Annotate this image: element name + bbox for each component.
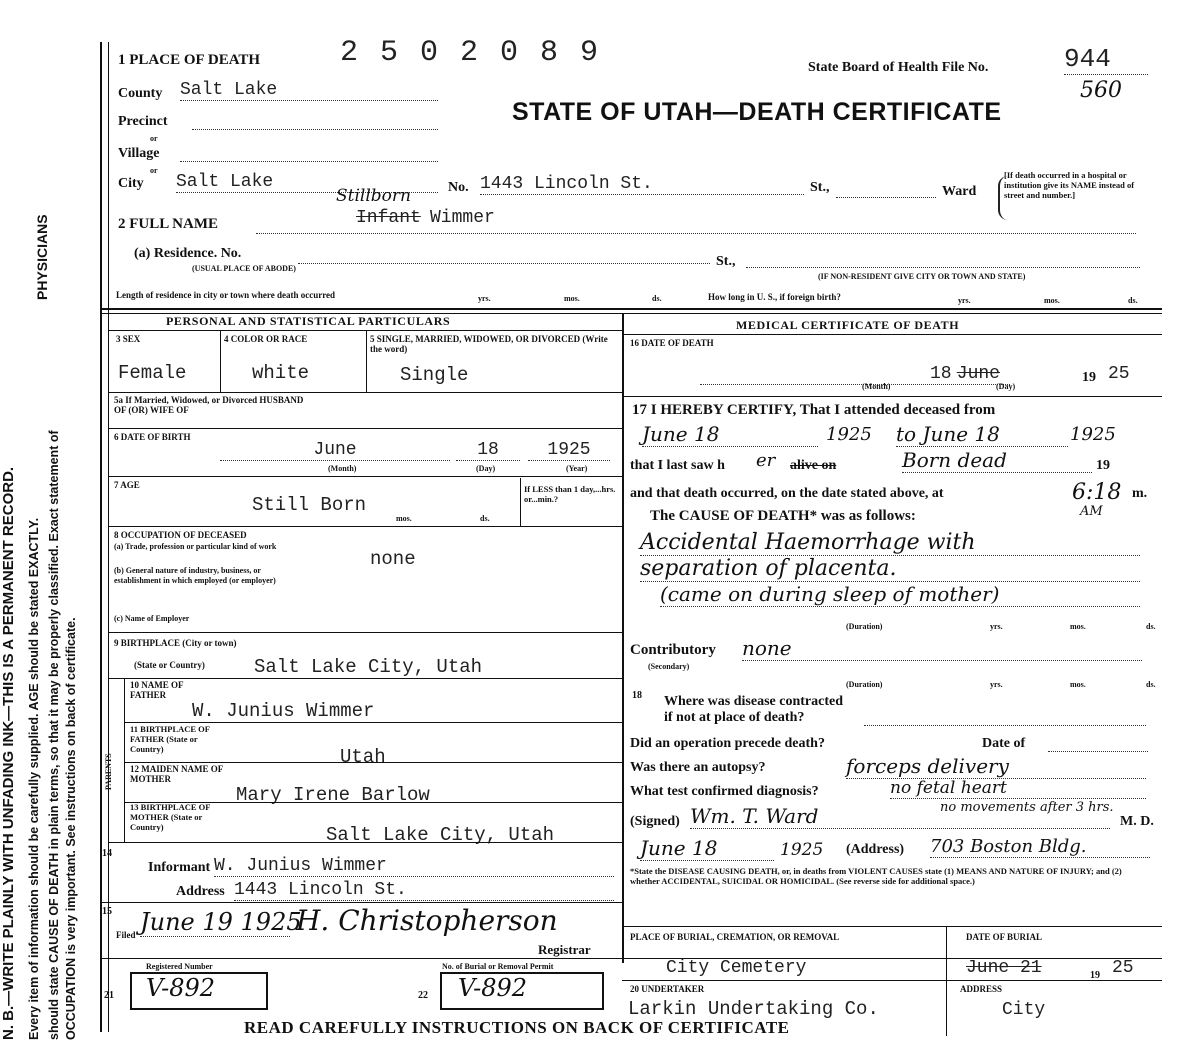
- age-value: Still Born: [252, 494, 367, 516]
- age-less-label: If LESS than 1 day,...hrs. or...min.?: [524, 484, 616, 504]
- marital-value: Single: [400, 364, 469, 386]
- personal-title-rule: [108, 330, 622, 331]
- cause-footnote: *State the DISEASE CAUSING DEATH, or, in deaths from VIOLENT CAUSES state (1) MEANS AND NATURE OF INJURY; and (2) whether ACCIDENTAL, SUICIDAL OR HOMICIDAL. (See reverse side for additional space.): [630, 866, 1122, 886]
- attend-to: to June 18: [896, 422, 1068, 447]
- ward-label: Ward: [942, 184, 977, 199]
- q18-line: [864, 724, 1146, 726]
- rule-after-dod: [622, 396, 1162, 397]
- side-text-line3: should state CAUSE OF DEATH in plain terms, so that it may be properly classified. Exact statement of: [47, 430, 61, 1040]
- cause-line-2: separation of placenta.: [640, 556, 1140, 582]
- foreign-label: How long in U. S., if foreign birth?: [708, 292, 841, 302]
- street-value: 1443 Lincoln St.: [480, 174, 804, 195]
- county-label: County: [118, 86, 163, 101]
- occupation-b: (b) General nature of industry, business, or establishment in which employed (or employer): [114, 566, 276, 585]
- date-burial-value: June 21: [966, 958, 1042, 978]
- undertaker-value: Larkin Undertaking Co.: [628, 998, 879, 1020]
- permit-prefix: 22: [418, 990, 428, 1001]
- contributory-yrs: yrs.: [990, 680, 1003, 689]
- sign-date: June 18: [640, 836, 774, 861]
- informant-value: W. Junius Wimmer: [214, 856, 614, 877]
- address-value: 703 Boston Bldg.: [930, 836, 1150, 858]
- dod-year-prefix: 19: [1082, 370, 1096, 385]
- death-time: 6:18: [1072, 480, 1122, 505]
- informant-num: 14: [102, 848, 112, 859]
- occupation-label: 8 OCCUPATION OF DECEASED: [114, 530, 247, 540]
- informant-address-label: Address: [176, 884, 225, 899]
- cause-duration: (Duration): [846, 622, 883, 631]
- last-saw-year: 19: [1096, 458, 1110, 473]
- registered-number: V-892: [146, 974, 216, 1002]
- autopsy-answer: forceps delivery: [846, 754, 1146, 779]
- contributory-secondary: (Secondary): [648, 662, 690, 671]
- operation-date-line: [1048, 750, 1148, 752]
- age-ds: ds.: [480, 514, 490, 523]
- certificate-title: STATE OF UTAH—DEATH CERTIFICATE: [512, 98, 1002, 126]
- file-no-label: State Board of Health File No.: [808, 60, 989, 75]
- place-burial-value: City Cemetery: [666, 958, 807, 978]
- rule-after-dob: [108, 476, 622, 477]
- parents-left-rule: [124, 678, 125, 842]
- residence-label: (a) Residence. No.: [134, 246, 242, 261]
- dod-month: June: [700, 364, 1010, 385]
- md-label: M. D.: [1120, 814, 1154, 829]
- contributory-mos: mos.: [1070, 680, 1086, 689]
- side-text-line4: OCCUPATION is very important. See instructions on back of certificate.: [64, 617, 78, 1040]
- occupation-c: (c) Name of Employer: [114, 614, 190, 623]
- side-text-main: N. B.—WRITE PLAINLY WITH UNFADING INK—THIS IS A PERMANENT RECORD.: [0, 466, 17, 1040]
- rule-after-father: [124, 722, 622, 723]
- mother-value: Mary Irene Barlow: [236, 784, 430, 806]
- burial-permit-number: V-892: [458, 974, 528, 1002]
- city-value: Salt Lake: [176, 172, 438, 193]
- sex-color-divider: [220, 330, 221, 392]
- cause-yrs: yrs.: [990, 622, 1003, 631]
- foreign-mos: mos.: [1044, 296, 1060, 305]
- medical-section-title: MEDICAL CERTIFICATE OF DEATH: [736, 318, 960, 332]
- rule-after-age: [108, 526, 622, 527]
- dob-year: 1925: [528, 440, 610, 461]
- occupation-a: (a) Trade, profession or particular kind of work: [114, 542, 277, 551]
- footer-instructions: READ CAREFULLY INSTRUCTIONS ON BACK OF CERTIFICATE: [244, 1018, 790, 1037]
- filed-num: 15: [102, 906, 112, 917]
- informant-label: Informant: [148, 860, 211, 875]
- q18-line-2: if not at place of death?: [664, 710, 805, 725]
- marital-label: 5 SINGLE, MARRIED, WIDOWED, OR DIVORCED (Write the word): [370, 334, 608, 354]
- signed-label: (Signed): [630, 814, 680, 829]
- rule-after-sex: [108, 392, 622, 393]
- undertaker-address-value: City: [1002, 1000, 1046, 1020]
- residence-sub: (USUAL PLACE OF ABODE): [192, 264, 296, 273]
- full-name-label: 2 FULL NAME: [118, 216, 219, 232]
- date-burial-19: 19: [1090, 970, 1100, 981]
- village-label: Village: [118, 146, 160, 161]
- side-text-physicians: PHYSICIANS: [34, 214, 50, 300]
- registrar-signature: H. Christopherson: [296, 904, 558, 937]
- precinct-line: [192, 128, 438, 130]
- full-name-struck: Infant: [356, 208, 421, 228]
- color-label: 4 COLOR OR RACE: [224, 334, 308, 344]
- q18-num: 18: [632, 690, 642, 701]
- personal-section-title: PERSONAL AND STATISTICAL PARTICULARS: [166, 314, 451, 328]
- father-bp-value: Utah: [340, 746, 386, 768]
- birthplace-value: Salt Lake City, Utah: [254, 656, 483, 678]
- dod-day: 18: [930, 364, 952, 384]
- attend-from-year: 1925: [826, 424, 872, 445]
- dod-day-caption: (Day): [996, 382, 1016, 391]
- precinct-label: Precinct: [118, 114, 168, 129]
- rule-after-father-bp: [124, 762, 622, 763]
- rule-after-birthplace: [108, 678, 622, 679]
- or-2: or: [150, 166, 158, 175]
- dob-day: 18: [456, 440, 520, 461]
- diagnosis-answer: no fetal heart: [890, 778, 1146, 799]
- dod-label: 16 DATE OF DEATH: [630, 338, 714, 348]
- dob-year-caption: (Year): [566, 464, 588, 473]
- burial-top-rule: [622, 926, 1162, 927]
- attend-from: June 18: [642, 422, 818, 447]
- rule-after-spouse: [108, 428, 622, 429]
- born-dead: Born dead: [902, 448, 1092, 473]
- mother-bp-label: 13 BIRTHPLACE OF MOTHER (State or Country): [130, 802, 211, 832]
- sex-label: 3 SEX: [116, 334, 141, 344]
- foreign-ds: ds.: [1128, 296, 1138, 305]
- operation-date-label: Date of: [982, 736, 1026, 751]
- father-bp-label: 11 BIRTHPLACE OF FATHER (State or Country): [130, 724, 210, 754]
- registered-prefix: 21: [104, 990, 114, 1001]
- date-burial-year: 25: [1112, 958, 1134, 978]
- residence-st-line: [746, 266, 1140, 268]
- certify-line: 17 I HEREBY CERTIFY, That I attended deceased from: [632, 402, 996, 418]
- left-border-inner: [108, 42, 109, 1032]
- burial-divider: [946, 926, 947, 1036]
- age-label: 7 AGE: [114, 480, 140, 490]
- divider-top: [100, 308, 1162, 310]
- foreign-yrs: yrs.: [958, 296, 971, 305]
- cause-line-3: (came on during sleep of mother): [660, 582, 1140, 607]
- parents-label: PARENTS: [104, 753, 113, 790]
- age-less-divider: [520, 478, 521, 526]
- hospital-note: [If death occurred in a hospital or institution give its NAME instead of street and number.]: [1004, 170, 1135, 200]
- center-divider: [622, 313, 624, 963]
- nonresident-note: (IF NON-RESIDENT GIVE CITY OR TOWN AND STATE): [818, 272, 1026, 281]
- length-residence-label: Length of residence in city or town where death occurred: [116, 290, 336, 300]
- st-label: St.,: [810, 180, 830, 195]
- filed-label: Filed: [116, 930, 136, 940]
- left-border: [100, 42, 102, 1032]
- death-am: AM: [1080, 504, 1103, 519]
- cause-ds: ds.: [1146, 622, 1156, 631]
- full-name-correction: Stillborn: [336, 186, 411, 206]
- mother-bp-value: Salt Lake City, Utah: [326, 824, 555, 846]
- q18-line-1: Where was disease contracted: [664, 694, 843, 709]
- full-name-surname: Wimmer: [430, 208, 495, 228]
- last-saw-hand: er: [756, 450, 776, 471]
- rule-after-occupation: [108, 632, 622, 633]
- file-no-2: 560: [1080, 78, 1122, 103]
- medical-title-rule: [622, 334, 1162, 335]
- village-line: [180, 160, 438, 162]
- last-saw-label: that I last saw h: [630, 458, 725, 473]
- city-label: City: [118, 176, 144, 191]
- length-yrs: yrs.: [478, 294, 491, 303]
- mother-label: 12 MAIDEN NAME OF MOTHER: [130, 764, 223, 784]
- alive-on-label: alive on: [790, 458, 837, 473]
- color-value: white: [252, 362, 310, 384]
- cause-line-1: Accidental Haemorrhage with: [640, 530, 1140, 556]
- occupation-value: none: [370, 548, 416, 570]
- file-no: 944: [1064, 44, 1148, 75]
- date-burial-label: DATE OF BURIAL: [966, 932, 1043, 942]
- contributory-ds: ds.: [1146, 680, 1156, 689]
- cause-mos: mos.: [1070, 622, 1086, 631]
- dob-month-caption: (Month): [328, 464, 357, 473]
- father-label: 10 NAME OF FATHER: [130, 680, 184, 700]
- stamp-number: 2 5 0 2 0 8 9: [340, 36, 601, 70]
- place-burial-label: PLACE OF BURIAL, CREMATION, OR REMOVAL: [630, 932, 840, 942]
- dob-month: June: [220, 440, 450, 461]
- no-label: No.: [448, 180, 469, 195]
- residence-st-label: St.,: [716, 254, 736, 269]
- contributory-duration: (Duration): [846, 680, 883, 689]
- cause-label: The CAUSE OF DEATH* was as follows:: [650, 508, 916, 524]
- st-line: [836, 196, 936, 198]
- attend-to-year: 1925: [1070, 424, 1116, 445]
- signature: Wm. T. Ward: [690, 804, 1110, 829]
- undertaker-address-label: ADDRESS: [960, 984, 1003, 994]
- dob-label: 6 DATE OF BIRTH: [114, 432, 191, 442]
- full-name-line: [256, 232, 1136, 234]
- autopsy-label: Was there an autopsy?: [630, 760, 766, 775]
- dod-month-caption: (Month): [862, 382, 891, 391]
- filed-date: June 19 1925: [140, 908, 302, 936]
- registered-number-label: Registered Number: [146, 962, 213, 971]
- contributory-label: Contributory: [630, 642, 716, 658]
- dob-day-caption: (Day): [476, 464, 496, 473]
- birthplace-label: 9 BIRTHPLACE (City or town): [114, 638, 237, 648]
- sign-year: 1925: [780, 840, 824, 860]
- rule-after-informant: [100, 902, 622, 903]
- length-mos: mos.: [564, 294, 580, 303]
- informant-address-value: 1443 Lincoln St.: [234, 880, 614, 901]
- dod-year: 25: [1108, 364, 1130, 384]
- father-value: W. Junius Wimmer: [192, 700, 375, 722]
- registrar-label: Registrar: [538, 942, 591, 957]
- rule-after-mother-bp: [108, 842, 622, 843]
- age-mos: mos.: [396, 514, 412, 523]
- place-of-death-label: 1 PLACE OF DEATH: [118, 52, 261, 68]
- operation-label: Did an operation precede death?: [630, 736, 825, 751]
- residence-line: [298, 262, 710, 264]
- undertaker-label: 20 UNDERTAKER: [630, 984, 705, 994]
- spouse-label: 5a If Married, Widowed, or Divorced HUSBAND OF (OR) WIFE OF: [114, 395, 304, 415]
- or-1: or: [150, 134, 158, 143]
- sex-value: Female: [118, 362, 187, 384]
- burial-permit-label: No. of Burial or Removal Permit: [442, 962, 554, 971]
- length-ds: ds.: [652, 294, 662, 303]
- signature-note: no movements after 3 hrs.: [940, 800, 1114, 815]
- birthplace-sub: (State or Country): [134, 660, 205, 670]
- county-value: Salt Lake: [180, 80, 438, 101]
- undertaker-top-rule: [622, 980, 1162, 981]
- address-label: (Address): [846, 842, 905, 857]
- death-m: m.: [1132, 486, 1148, 501]
- death-occurred-label: and that death occurred, on the date stated above, at: [630, 486, 944, 501]
- contributory-value: none: [742, 636, 1142, 661]
- side-text-line2: Every item of information should be carefully supplied. AGE should be stated EXACTLY.: [27, 517, 41, 1040]
- color-marital-divider: [366, 330, 367, 392]
- diagnosis-label: What test confirmed diagnosis?: [630, 784, 819, 799]
